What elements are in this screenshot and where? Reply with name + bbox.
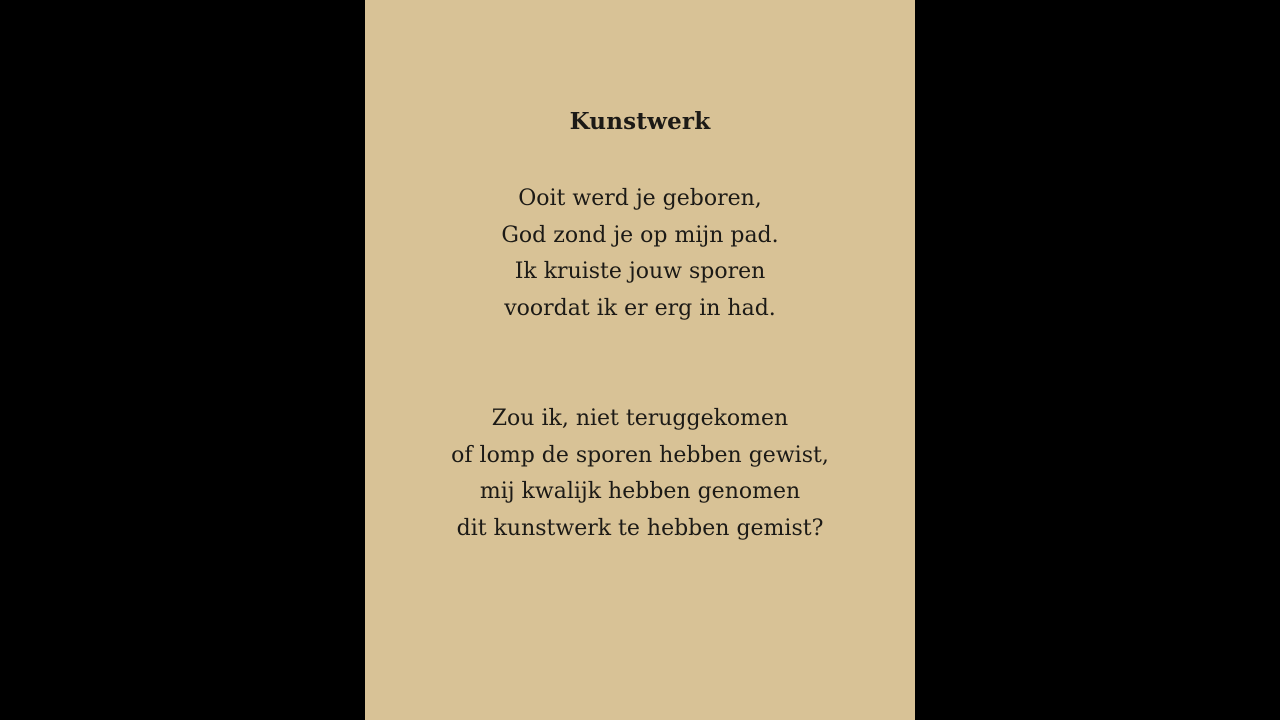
poem-line: dit kunstwerk te hebben gemist? [456,515,824,541]
poem-line: of lomp de sporen hebben gewist, [451,442,829,468]
poem-line: Zou ik, niet teruggekomen [491,406,789,431]
poem-line: Ik kruiste jouw sporen [514,259,766,284]
poem-line: voordat ik er erg in had. [504,295,776,321]
poem-line: God zond je op mijn pad. [501,222,779,248]
poem-stanza-1 [365,181,915,327]
poem-line: Ooit werd je geboren, [518,186,762,211]
poem-page [365,0,915,720]
poem-stanza-2 [365,401,915,547]
poem-title: Kunstwerk [569,108,711,135]
poem-line: mij kwalijk hebben genomen [479,479,801,504]
